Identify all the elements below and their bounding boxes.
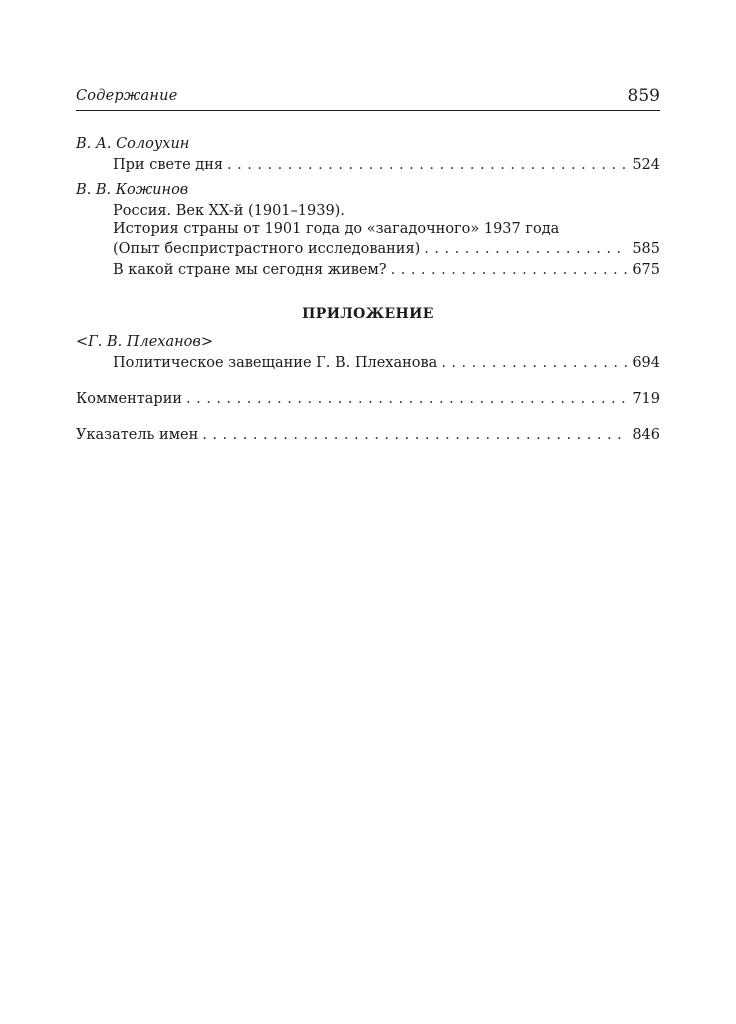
section-heading-appendix: ПРИЛОЖЕНИЕ (302, 306, 434, 322)
toc-entry-rossiya-line2[interactable]: История страны от 1901 года до «загадочного» 1937 года (113, 221, 560, 237)
toc-entry-title: Политическое завещание Г. В. Плеханова (113, 355, 438, 371)
toc-entry-title: В какой стране мы сегодня живем? (113, 262, 387, 278)
toc-entry-commentary[interactable] (76, 389, 660, 409)
toc-entry-pri-svete-dnya[interactable] (113, 155, 660, 175)
author-kozhinov: В. В. Кожинов (76, 182, 189, 198)
toc-entry-page: 846 (632, 427, 660, 443)
toc-entry-page: 694 (632, 355, 660, 371)
toc-entry-name-index[interactable] (76, 425, 660, 445)
author-soloukhin: В. А. Солоухин (76, 136, 190, 152)
dot-leader (441, 353, 628, 373)
dot-leader (391, 260, 628, 280)
dot-leader (202, 425, 628, 445)
toc-entry-page: 585 (632, 241, 660, 257)
dot-leader (424, 239, 628, 259)
toc-entry-page: 719 (632, 391, 660, 407)
toc-entry-title: Комментарии (76, 391, 183, 407)
running-header (76, 86, 660, 110)
header-rule (76, 110, 660, 111)
toc-entry-v-kakoy-strane[interactable] (113, 260, 660, 280)
dot-leader (186, 389, 628, 409)
author-plekhanov: <Г. В. Плеханов> (76, 334, 213, 350)
page-number: 859 (627, 86, 660, 106)
toc-entry-title: Указатель имен (76, 427, 199, 443)
toc-entry-politicheskoe-zaveshchanie[interactable] (113, 353, 660, 373)
toc-entry-page: 524 (632, 157, 660, 173)
running-header-title: Содержание (76, 88, 178, 104)
toc-entry-title: При свете дня (113, 157, 224, 173)
toc-entry-rossiya-line3[interactable] (113, 239, 660, 259)
toc-entry-rossiya-line1[interactable]: Россия. Век XX-й (1901–1939). (113, 203, 345, 219)
toc-entry-page: 675 (632, 262, 660, 278)
dot-leader (227, 155, 628, 175)
toc-entry-title: (Опыт беспристрастного исследования) (113, 241, 421, 257)
